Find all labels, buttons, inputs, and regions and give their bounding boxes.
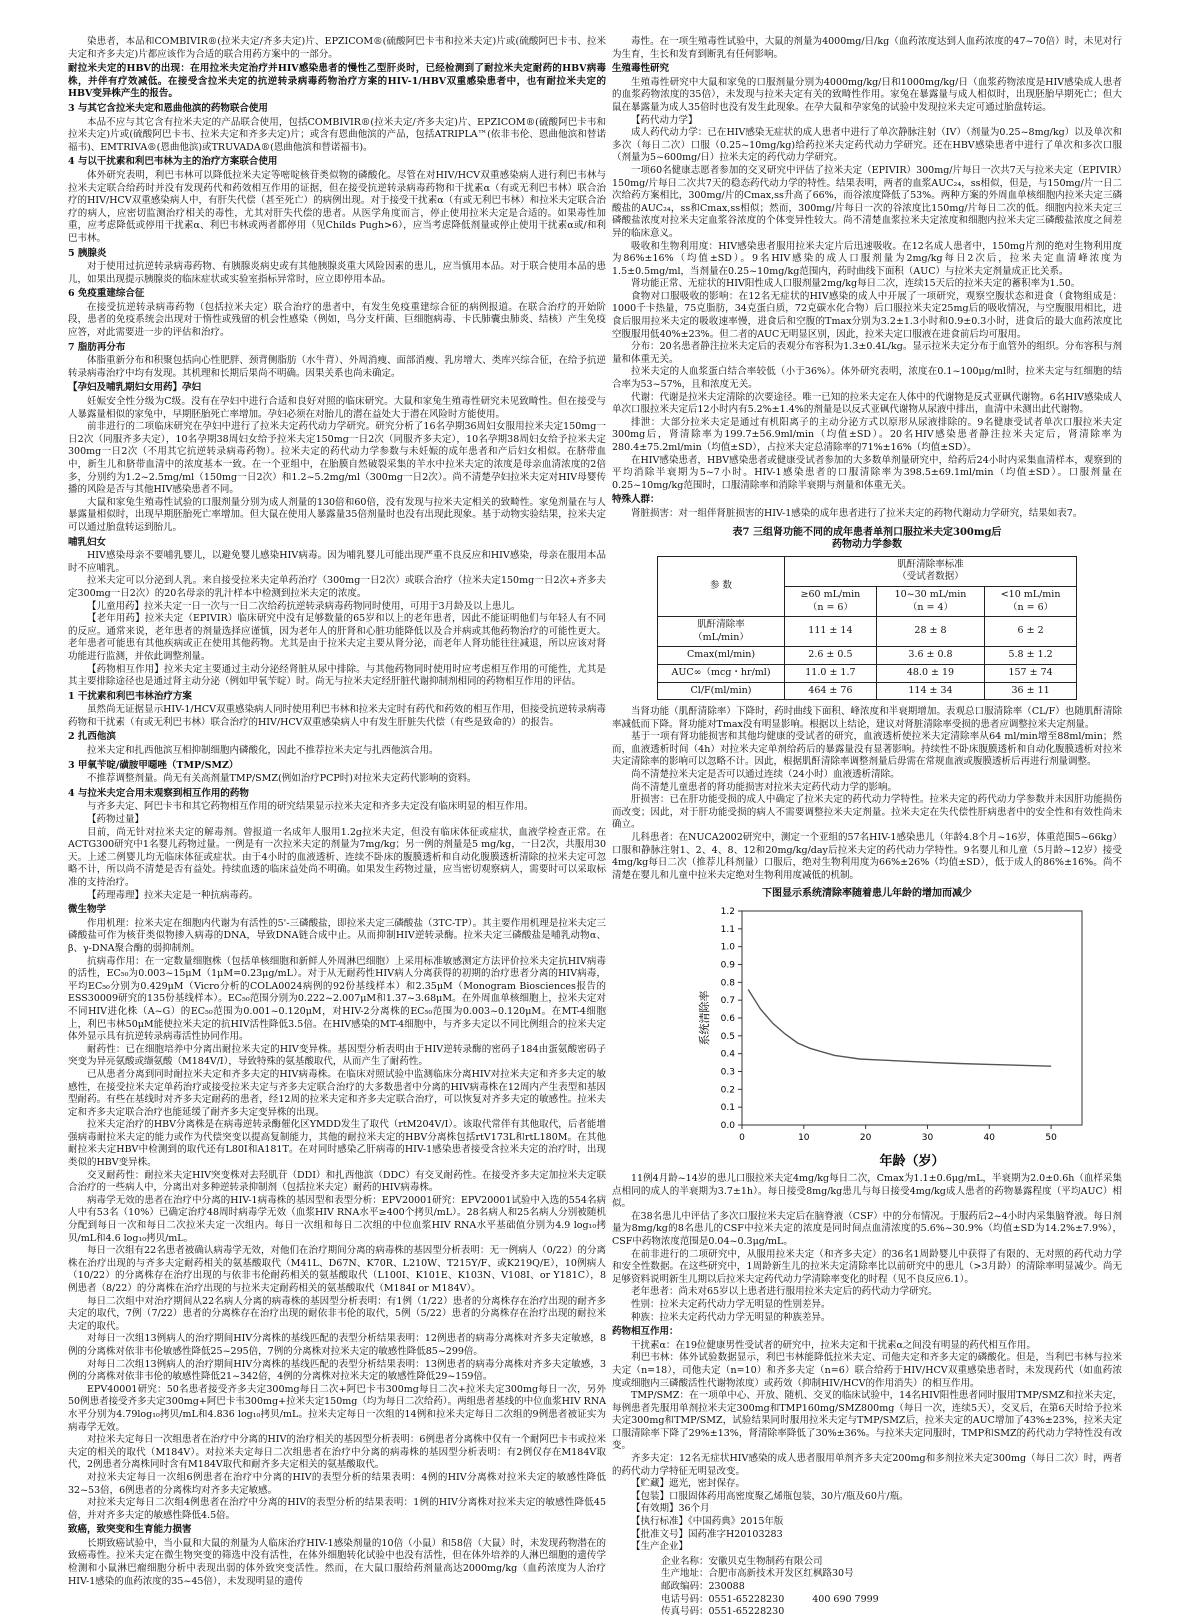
section-heading: 生殖毒性研究 [612,63,1122,76]
paragraph: 【贮藏】遮光，密封保存。 [612,1478,1122,1491]
right-column-mid-text [612,706,1122,882]
paragraph: 吸收和生物利用度：HIV感染患者服用拉米夫定片后迅速吸收。在12名成人患者中，150mg片剂的绝对生物利用度为86%±16%（均值±SD）。9名HIV感染的成人口服剂量为2mg/kg每日2次后，拉米夫定血清峰浓度为1.5±0.5mg/ml，当剂量在0.25~10mg/kg范围内，药时曲线下面积（AUC）与拉米夫定剂量成正比关系。 [612,241,1122,279]
table-subheader [876,586,984,616]
paragraph: 【儿童用药】拉米夫定一日一次与一日二次给药抗逆转录病毒药物同时使用，可用于3月龄及以上患儿。 [68,601,606,614]
paragraph: 前非进行的二项临床研究在孕妇中进行了拉米夫定药代动力学研究。研究分析了16名孕期36周妇女服用拉米夫定150mg一日2次（同服齐多夫定），10名孕期38周妇女给予拉米夫定150mg一日2次（同服齐多夫定），10名孕期38周妇女给予拉米夫定300mg一日2次（不用其它抗逆转录病毒药物）。拉米夫定的药代动力学参数与未妊娠的成年患者和产后妇女相似。在脐带血中，新生儿和脐带血清中的浓度基本一致。在一个亚组中，在胎膜自然破裂采集的羊水中拉米夫定的浓度是母亲血清浓度的2倍多，分别约为1.2~2.5mg/ml（150mg一日2次）和1.2~5.2mg/ml（300mg一日2次）。尚不清楚孕妇拉米夫定对HIV母婴传播的风险是否与其他HIV感染患者不同。 [68,421,606,497]
paragraph: 耐药性：已在细胞培养中分离出耐拉米夫定的HIV变异株。基因型分析表明由于HIV逆转录酶的密码子184由蛋氨酸密码子突变为异亮氨酸或缬氨酸（M184V/I），导致特殊的氨基酸取代，从而产生了耐药性。 [68,1044,606,1069]
table-cell-param: Cmax(ml/min) [658,647,785,665]
y-axis-label: 系统清除率 [697,991,711,1046]
x-tick-label: 50 [1045,1133,1057,1143]
paragraph: HIV感染母亲不要哺乳婴儿，以避免婴儿感染HIV病毒。因为哺乳婴儿可能出现严重不良反应和HIV感染，母亲在服用本品时不应哺乳。 [68,550,606,575]
table-row [658,682,1077,700]
y-tick-label: 0.4 [721,1050,736,1060]
section-heading: 4 与拉米夫定合用未观察到相互作用的药物 [68,788,606,801]
table-cell: 464 ± 76 [785,682,877,700]
paragraph: 体外研究表明，利巴韦林可以降低拉米夫定等嘧啶核苷类似物的磷酸化。尽管在对HIV/HCV双重感染病人进行利巴韦林与拉米夫定联合给药时并没有发现药代和药效相互作用的证据，但在接受抗逆转录病毒药物和干扰素α（有或无利巴韦林）联合治疗的HIV/HCV双重感染病人中，有肝失代偿（甚至死亡）的病例出现。对于接受干扰素α（有或无利巴韦林）和拉米夫定联合治疗的病人，应密切监测治疗相关的毒性，尤其对肝失代偿的患者。从医学角度而言，停止使用拉米夫定是合适的。如果毒性加重，应考虑降低或停用干扰素α、利巴韦林或两者都停用（见Childs Pugh>6），应当考虑降低剂量或停止使用干扰素α或/和利巴韦林。 [68,170,606,246]
table-header-group-line2: （受试者数据） [788,571,1073,584]
paragraph: 病毒学无效的患者在治疗中分离的HIV-1病毒株的基因型和表型分析：EPV20001研究：EPV20001试验中入选的554名病人中有53名（10%）已确定治疗48周时病毒学无效（血浆HIV RNA水平≥400个拷贝/mL）。28名病人和25名病人分别被随机分配到每日一次和每日二次拉米夫定一次组内。每日一次组和每日二次组的中位血浆HIV RNA水平基础值分别为4.9 log₁₀拷贝/mL和4.6 log₁₀拷贝/mL。 [68,1195,606,1245]
paragraph: 对拉米夫定每日二次组4例患者在治疗中分离的HIV的表型分析的结果表明：1例的HIV分离株对拉米夫定的敏感性降低45倍，并对齐多夫定的敏感性降低4.5倍。 [68,1497,606,1522]
subheader-n: （n = 4） [880,602,981,615]
paragraph: 在38名患儿中评估了多次口服拉米夫定后在脑脊液（CSF）中的分布情况。于服药后2~4小时内采集脑脊液。每日剂量为8mg/kg的8名患儿的CSF中拉米夫定的浓度是同时间点血清浓度的5.6%~30.9%（均值±SD为14.2%±7.9%），CSF中药物浓度范围是0.04~0.3μg/mL。 [612,1211,1122,1249]
table-title [612,527,1122,552]
paragraph: 染患者，本品和COMBIVIR®(拉米夫定/齐多夫定)片、EPZICOM®(硫酸阿巴卡韦和拉米夫定)片或(硫酸阿巴卡韦、拉米夫定和齐多夫定)片都应该作为合适的联合用药方案中的一部分。 [68,36,606,61]
paragraph: 肝损害：已在肝功能受损的成人中确定了拉米夫定的药代动力学特性。拉米夫定的药代动力学参数并未因肝功能损伤而改变；因此，对于肝功能受损的病人不需要调整拉米夫定剂量。拉米夫定在失代偿性肝病患者中的安全性和有效性尚未确立。 [612,794,1122,832]
table-cell-param: Cl/F(ml/min) [658,682,785,700]
paragraph: 拉米夫定治疗的HBV分离株是在病毒逆转录酶催化区YMDD发生了取代（rtM204V/I）。该取代常伴有其他取代，后者能增强病毒耐拉米夫定的能力或作为代偿突变以提高复制能力，其他的耐拉米夫定的HBV分离株包括rtV173L和rtL180M。在其他耐拉米夫定HBV中检测到的取代还有L80I和A181T。在对同时感染乙肝病毒的HIV-1感染患者接受含拉米夫定的治疗时，出现类似的HBV变异株。 [68,1119,606,1169]
paragraph: 【批准文号】国药准字H20103283 [612,1529,1122,1542]
right-column-top-text [612,36,1122,521]
paragraph: 性别：拉米夫定药代动力学无明显的性别差异。 [612,1299,1122,1312]
table-cell: 114 ± 34 [876,682,984,700]
paragraph: 当肾功能（肌酐清除率）下降时，药时曲线下面积、峰浓度和半衰期增加。表观总口服清除率（CL/F）也随肌酐清除率减低而下降。肾功能对Tmax没有明显影响。根据以上结论，建议对肾脏清除率受损的患者应调整拉米夫定剂量。 [612,706,1122,731]
paragraph: 不推荐调整剂量。尚无有关高剂量TMP/SMZ(例如治疗PCP时)对拉米夫定药代影响的资料。 [68,773,606,786]
paragraph: 【有效期】36个月 [612,1503,1122,1516]
paragraph: 目前，尚无针对拉米夫定的解毒剂。曾报道一名成年人服用1.2g拉米夫定，但没有临床体征或症状，血液学检查正常。在ACTG300研究中1名婴儿药物过量。一例是有一次拉米夫定的剂量为7mg/kg；另一例的剂量是5 mg/kg，一日2次，共服用30天。上述二例婴儿均无临床体征或症状。由于4小时的血液透析、连续不卧床的腹膜透析和自动化腹膜透析清除的拉米夫定可忽略不计，所以尚不清楚是否有益处。持续血透的临床益处尚不明确。如果发生药物过量，应当密切观察病人，需要时可以采取标准的支持治疗。 [68,827,606,890]
y-tick-label: 0.6 [721,1014,736,1024]
y-tick-label: 0.3 [721,1068,735,1078]
subheader-n: （n = 6） [788,602,873,615]
x-tick-label: 20 [860,1133,872,1143]
paragraph: 抗病毒作用：在一定数量细胞株（包括单核细胞和新鲜人外周淋巴细胞）上采用标准敏感测定方法评价拉米夫定抗HIV病毒的活性，EC₅₀为0.003~15μM（1μM=0.23μg/mL）。对于从无耐药性HIV病人分离获得的初期的治疗患者分离的HIV病毒，平均EC₅₀分别为0.429μM（Vicro分析的COLA0024病例的92份基线样本）和2.35μM（Monogram Biosciences报告的ESS30009研究的135份基线样本）。EC₅₀范围分别为0.222~2.007μM和1.37~3.68μM。在外周血单核细胞上，拉米夫定对不同HIV进化株（A~G）的EC₅₀范围为0.001~0.120μM，对HIV-2分离株的EC₅₀范围为0.003~0.120μM。在MT-4细胞上，利巴韦林50μM能使拉米夫定的抗HIV活性降低3.5倍。在HIV感染的MT-4细胞中，与齐多夫定以不同比例组合的拉米夫定体外显示具有抗逆转录病毒活性协同作用。 [68,956,606,1044]
paragraph: 对每日一次组13例病人的治疗期间HIV分离株的基线匹配的表型分析结果表明：12例患者的病毒分离株对齐多夫定敏感，8例的分离株对依非韦伦敏感性降低25~295倍，7例的分离株对拉米夫定的敏感性降低85~299倍。 [68,1333,606,1358]
table-row [658,617,1077,647]
paragraph: 生殖毒性研究中大鼠和家兔的口服剂量分别为4000mg/kg/日和1000mg/kg/日（血浆药物浓度是HIV感染成人患者的血浆药物浓度的35倍），未发现与拉米夫定有关的致畸性作用。家兔在暴露量与成人相似时，出现胚胎早期死亡；但大鼠在暴露量为成人35倍时也没有发生此现象。在孕大鼠和孕家兔的试验中发现拉米夫定可通过胎盘转运。 [612,77,1122,115]
company-address: 生产地址：合肥市高新技术开发区红枫路30号 [612,1568,1122,1581]
paragraph: 【药物相互作用】拉米夫定主要通过主动分泌经肾脏从尿中排除。与其他药物同时使用时应考虑相互作用的可能性，尤其是其主要排除途径也是通过肾主动分泌（例如甲氧苄啶）时。尚无与拉米夫定经肝脏代谢抑制剂相同的药物相互作用的评估。 [68,664,606,689]
section-heading: 3 甲氧苄啶/磺胺甲噁唑（TMP/SMZ） [68,760,606,773]
paragraph: 【老年用药】拉米夫定（EPIVIR）临床研究中没有足够数量的65岁和以上的老年患者，因此不能证明他们与年轻人有不同的反应。通常来说，老年患者的剂量选择应谨慎，因为老年人的肝肾和心脏功能降低以及合并病或其他药物治疗的可能性更大。老年患者可能患有其他疾病或正在使用其他药物。尤其是由于拉米夫定主要从肾分泌，而老年人肾功能往往减退，所以应该对肾功能进行监测，并依此调整剂量。 [68,613,606,663]
paragraph: 【执行标准】《中国药典》2015年版 [612,1516,1122,1529]
paragraph: 【生产企业】 [612,1541,1122,1554]
paragraph: 食物对口服吸收的影响：在12名无症状的HIV感染的成人中开展了一项研究，观察空腹状态和进食（食物组成是：1000千卡热量，75克脂肪，34克蛋白质，72克碳水化合物）后口服拉米夫定25mg后的吸收情况，与空腹服用相比，进食后服用拉米夫定的吸收速率慢，进食后和空腹的Tmax分别为3.2±1.3小时和0.9±0.3小时，进食后的最大血药浓度比空腹服用低40%±23%。但二者的AUC无明显区别，因此，拉米夫定口服液在进食前后均可服用。 [612,291,1122,341]
y-tick-label: 0.9 [721,961,736,971]
paragraph: EPV40001研究：50名患者接受齐多夫定300mg每日二次+阿巴卡韦300mg每日二次+拉米夫定300mg每日一次，另外50例患者接受齐多夫定300mg+阿巴卡韦300mg+拉米夫定150mg（均为每日二次给药）。两组患者基线的中位血浆HIV RNA水平分别为4.79log₁₀拷贝/mL和4.836 log₁₀拷贝/mL。拉米夫定每日一次组的14例和拉米夫定每日二次组的9例患者被证实为病毒学无效。 [68,1384,606,1434]
table-title-line2: 药物动力学参数 [612,539,1122,552]
paragraph: 11例4月龄~14岁的患儿口服拉米夫定4mg/kg每日二次，Cmax为1.1±0.6μg/mL，半衰期为2.0±0.6h（血样采集点相同的成人的半衰期为3.7±1h）。每日接受8mg/kg患儿与每日接受4mg/kg成人患者的药物暴露程度（平均AUC）相似。 [612,1173,1122,1211]
y-tick-label: 0.1 [721,1103,735,1113]
paragraph: 【药理毒理】拉米夫定是一种抗病毒药。 [68,890,606,903]
x-axis-label: 年龄（岁） [879,1153,944,1169]
table-cell: 157 ± 74 [985,664,1077,682]
subheader-range: <10 mL/min [988,589,1073,602]
table-subheader [985,586,1077,616]
y-tick-label: 1.0 [721,943,736,953]
paragraph: 成人药代动力学：已在HIV感染无症状的成人患者中进行了单次静脉注射（IV）（剂量为0.25~8mg/kg）以及单次和多次（每日二次）口服（0.25~10mg/kg)给药拉米夫定药代动力学研究。还在HBV感染患者中进行了单次和多次口服（剂量为5~600mg/日）拉米夫定的药代动力学研究。 [612,127,1122,165]
section-heading: 2 扎西他滨 [68,731,606,744]
paragraph: 拉米夫定可以分泌到人乳。来自接受拉米夫定单药治疗（300mg一日2次）或联合治疗（拉米夫定150mg一日2次+齐多夫定300mg一日2次）的20名母亲的乳汁样本中检测到拉米夫定的浓度。 [68,575,606,600]
paragraph: 虽然尚无证据显示HIV-1/HCV双重感染病人同时使用利巴韦林和拉米夫定时有药代和药效的相互作用，但接受抗逆转录病毒药物和干扰素（有或无利巴韦林）联合治疗的HIV/HCV双重感染病人中有发生肝脏失代偿（有些是致命的）的报告。 [68,704,606,729]
table-cell: 111 ± 14 [785,617,877,647]
paragraph: 在前非进行的二项研究中，从服用拉米夫定（和齐多夫定）的36名1周龄婴儿中获得了有限的、无对照的药代动力学和安全性数据。在这些研究中，1周龄新生儿的拉米夫定清除率比以前研究中的患儿（>3月龄）的清除率明显减少。尚无足够资料说明新生儿期以后拉米夫定药代动力学清除率变化的时程（见不良反应6.1）。 [612,1249,1122,1287]
paragraph: 【药物过量】 [68,814,606,827]
paragraph: 肾功能正常、无症状的HIV阳性成人口服剂量2mg/kg每日二次，连续15天后的拉米夫定的蓄积率为1.50。 [612,278,1122,291]
table-header-group-line1: 肌酐清除率标准 [788,559,1073,572]
paragraph: 齐多夫定：12名无症状HIV感染的成人患者服用单剂齐多夫定200mg和多剂拉米夫定300mg（每日二次）时，两者的药代动力学特征无明显改变。 [612,1453,1122,1478]
section-heading: 6 免疫重建综合征 [68,288,606,301]
y-tick-label: 0.0 [721,1121,736,1131]
y-tick-label: 0.7 [721,996,735,1006]
table-header-row [658,556,1077,586]
x-tick-label: 0 [739,1133,745,1143]
paragraph: 对拉米夫定每日一次组6例患者在治疗中分离的HIV的表型分析的结果表明：4例的HIV分离株对拉米夫定的敏感性降低32~53倍，6例患者的分离株均对齐多夫定敏感。 [68,1472,606,1497]
paragraph: 对于使用过抗逆转录病毒药物、有胰腺炎病史或有其他胰腺炎重大风险因素的患儿，应当慎用本品。对于联合使用本品的患儿，如果出现提示胰腺炎的临床症状或实验室指标异常时，应立即停用本品。 [68,261,606,286]
company-info [612,1556,1122,1619]
paragraph: 交叉耐药性：耐拉米夫定HIV突变株对去羟肌苷（DDI）和扎西他滨（DDC）有交叉耐药性。在接受齐多夫定加拉米夫定联合治疗的一些病人中，分离出对多种逆转录抑制剂（包括拉米夫定）耐药的HIV病毒株。 [68,1170,606,1195]
paragraph: 大鼠和家兔生殖毒性试验的口服剂量分别为成人剂量的130倍和60倍，没有发现与拉米夫定相关的致畸性。家兔剂量在与人暴露量相似时，出现早期胚胎死亡率增加。但大鼠在使用人暴露量35倍剂量时也没有出现此现象。基于动物实验结果，拉米夫定可以通过胎盘转运到胎儿。 [68,497,606,535]
table-cell: 28 ± 8 [876,617,984,647]
section-heading: 1 干扰素和利巴韦林治疗方案 [68,691,606,704]
right-column [612,36,1122,1596]
paragraph: 【药代动力学】 [612,115,1122,128]
paragraph: 一项60名健康志愿者参加的交叉研究中评估了拉米夫定（EPIVIR）300mg/片每日一次共7天与拉米夫定（EPIVIR）150mg/片每日二次共7天的稳态药代动力学的特性。结果表明，两者的血浆AUC₂₄，ss相似，但是，与150mg/片一日二次给药方案相比，300mg/片的Cmax,ss升高了66%，而谷浓度降低了53%。两种方案的外周血单核细胞内拉米夫定三磷酸盐的AUC₂₄，ss和Cmax,ss相似；然而，300mg/片每日一次的谷浓度比150mg/片每日二次的低。细胞内拉米夫定三磷酸盐浓度对拉米夫定血浆谷浓度的个体变异性较大。尚不清楚血浆拉米夫定浓度和细胞内拉米夫定三磷酸盐浓度之间差异的临床意义。 [612,165,1122,241]
section-heading: 药物相互作用： [612,1326,1122,1339]
section-heading: 3 与其它含拉米夫定和恩曲他滨的药物联合使用 [68,103,606,116]
section-heading: 【孕妇及哺乳期妇女用药】孕妇 [68,382,606,395]
table-subheader [785,586,877,616]
table-row [658,647,1077,665]
paragraph: 排泄：大部分拉米夫定是通过有机阳离子的主动分泌方式以原形从尿液排除的。9名健康受试者单次口服拉米夫定300mg后，肾清除率为199.7±56.9ml/min（均值±SD）。20名HIV感染患者静注拉米夫定后，肾清除率为280.4±75.2ml/min（均值±SD），占拉米夫定总清除率的71%±16%（均值±SD）。 [612,417,1122,455]
paragraph: 毒性。在一项生殖毒性试验中，大鼠的剂量为4000mg/日/kg（血药浓度达到人血药浓度的47~70倍）时，未见对行为生育，生长和发育到断乳有任何影响。 [612,36,1122,61]
paragraph: 长期致癌试验中，当小鼠和大鼠的剂量为人临床治疗HIV-1感染剂量的10倍（小鼠）和58倍（大鼠）时，未发现药物潜在的致癌毒性。拉米夫定在微生物突变的筛选中没有活性，在体外细胞转化试验中也没有活性，但在体外培养的人淋巴细胞的遗传学检测和小鼠淋巴瘤细胞分析中表现出弱的体外致突变活性。然而，在大鼠口服给药剂量高达2000mg/kg（血药浓度为人治疗HIV-1感染的血药浓度的35~45倍），未发现明显的遗传 [68,1538,606,1588]
table-header-param: 参 数 [658,556,785,616]
paragraph: 对每日二次组13例病人的治疗期间HIV分离株的基线匹配的表型分析结果表明：13例患者的病毒分离株对齐多夫定敏感，3例的分离株对依非韦伦的敏感性降低21~342倍，4例的分离株对拉米夫定的敏感性降低29~159倍。 [68,1359,606,1384]
paragraph: 种族：拉米夫定药代动力学无明显的种族差异。 [612,1312,1122,1325]
paragraph: 利巴韦林：体外试验数据显示，利巴韦林能降低拉米夫定、司他夫定和齐多夫定的磷酸化。但是，当利巴韦林与拉米夫定（n=18），司他夫定（n=10）和齐多夫定（n=6）联合给药于HIV/HCV双重感染患者时，未发现药代（如血药浓度或细胞内三磷酸活性代谢物浓度）或药效（抑制HIV/HCV的作用消失）的相互作用。 [612,1352,1122,1390]
paragraph: 儿科患者：在NUCA2002研究中，测定一个亚组的57名HIV-1感染患儿（年龄4.8个月~16岁，体重范围5~66kg）口服和静脉注射1、2、4、8、12和20mg/kg/day后拉米夫定的药代动力学特性。9名婴儿和儿童（5月龄~12岁）接受4mg/kg每日二次（推荐儿科剂量）口服后，绝对生物利用度为66%±26%（均值±SD），低于成人的86%±16%。尚不清楚在婴儿和儿童中拉米夫定绝对生物利用度减低的机制。 [612,832,1122,882]
hotline-number: 400 690 7999 [812,1594,878,1605]
paragraph: 妊娠安全性分级为C级。没有在孕妇中进行合适和良好对照的临床研究。大鼠和家兔生殖毒性研究未见致畸性。但在接受与人暴露量相似的家兔中，早期胚胎死亡率增加。孕妇必须在对胎儿的潜在益处大于潜在风险时方能使用。 [68,396,606,421]
pk-table [657,556,1077,700]
table-cell-param: AUC∞（mcg・hr/ml) [658,664,785,682]
y-tick-label: 0.8 [721,978,736,988]
table-cell: 36 ± 11 [985,682,1077,700]
table-cell: 5.8 ± 1.2 [985,647,1077,665]
paragraph: 肾脏损害：对一组伴肾脏损害的HIV-1感染的成年患者进行了拉米夫定的药物代谢动力学研究，结果如表7。 [612,508,1122,521]
y-tick-label: 1.1 [721,925,735,935]
paragraph: 尚不清楚儿童患者的肾功能损害对拉米夫定药代动力学的影响。 [612,782,1122,795]
paragraph: 已从患者分离到同时耐拉米夫定和齐多夫定的HIV病毒株。在临床对照试验中监测临床分离HIV对拉米夫定和齐多夫定的敏感性，在接受拉米夫定单药治疗或接受拉米夫定与齐多夫定联合治疗的大多数患者中分离的HIV病毒株在12周内产生表型和基因型耐药。有些在基线时对齐多夫定耐药的患者，经12周的拉米夫定和齐多夫定联合治疗，可以恢复对齐多夫定的敏感性。拉米夫定和齐多夫定联合治疗也能延缓了耐齐多夫定变异株的出现。 [68,1069,606,1119]
paragraph: 干扰素α：在19位健康男性受试者的研究中，拉米夫定和干扰素α之间没有明显的药代相互作用。 [612,1340,1122,1353]
table-cell: 48.0 ± 19 [876,664,984,682]
company-fax: 传真号码：0551-65228230 [612,1606,1122,1619]
paragraph: 本品不应与其它含有拉米夫定的产品联合使用，包括COMBIVIR®(拉米夫定/齐多夫定)片、EPZICOM®(硫酸阿巴卡韦和拉米夫定)片或(硫酸阿巴卡韦、拉米夫定和齐多夫定)片；或含有恩曲他滨的产品，包括ATRIPLA™(依非韦伦、恩曲他滨和替诺福韦)、EMTRIVA®(恩曲他滨)或TRUVADA®(恩曲他滨和替诺福韦)。 [68,117,606,155]
paragraph: 每日二次组中对治疗期间从22名病人分离的病毒株的基因型分析表明：有1例（1/22）患者的分离株存在治疗出现的耐齐多夫定的取代，7例（7/22）患者的分离株存在治疗出现的耐依非韦伦的取代，5例（5/22）患者的分离株存在治疗出现的耐拉米夫定的取代。 [68,1296,606,1334]
section-heading: 7 脂肪再分布 [68,342,606,355]
table-cell-param [658,617,785,647]
section-heading: 微生物学 [68,904,606,917]
paragraph: 与齐多夫定、阿巴卡韦和其它药物相互作用的研究结果显示拉米夫定和齐多夫定没有临床明显的相互作用。 [68,801,606,814]
paragraph: 在HIV感染患者，HBV感染患者或健康受试者参加的大多数单剂量研究中，给药后24小时内采集血清样本，观察到的平均消除半衰期为5~7小时。HIV-1感染患者的口服清除率为398.5±69.1ml/min（均值±SD）。口服剂量在0.25~10mg/kg范围时，口服清除率和消除半衰期与剂量和体重无关。 [612,455,1122,493]
subheader-range: 10~30 mL/min [880,589,981,602]
company-phone [612,1594,1122,1607]
table-header-group [785,556,1077,586]
table-title-line1: 表7 三组肾功能不同的成年患者单剂口服拉米夫定300mg后 [612,527,1122,540]
phone-number: 电话号码：0551-65228230 [661,1594,784,1605]
clearance-curve [748,990,1051,1067]
chart-title: 下图显示系统清除率随着患儿年龄的增加而减少 [612,888,1122,901]
y-tick-label: 0.5 [721,1032,735,1042]
paragraph: 对拉米夫定每日一次组患者在治疗中分离的HIV的治疗相关的基因型分析表明：6例患者分离株中仅有一个耐阿巴卡韦或拉米夫定的相关的取代（M184V）。对拉米夫定每日二次组患者在治疗中分离的病毒株的基因型分析表明：有2例仅存在M184V取代，2例患者分离株同时含有M184V取代和耐齐多夫定相关的氨基酸取代。 [68,1434,606,1472]
table-cell: 11.0 ± 1.7 [785,664,877,682]
table-cell: 6 ± 2 [985,617,1077,647]
company-postcode: 邮政编码：230088 [612,1581,1122,1594]
clearance-chart [612,903,1122,1173]
subheader-range: ≥60 mL/min [788,589,873,602]
company-name: 企业名称：安徽贝克生物制药有限公司 [612,1556,1122,1569]
section-heading: 致癌，致突变和生育能力损害 [68,1524,606,1537]
right-column-bottom-text [612,1173,1122,1554]
paragraph: 老年患者：尚未对65岁以上患者进行服用拉米夫定后的药代动力学研究。 [612,1286,1122,1299]
section-heading: 特殊人群： [612,494,1122,507]
section-heading: 4 与以干扰素和利巴韦林为主的治疗方案联合使用 [68,156,606,169]
paragraph: TMP/SMZ：在一项单中心、开放、随机、交叉的临床试验中，14名HIV阳性患者同时服用TMP/SMZ和拉米夫定，每例患者先服用单剂拉米夫定300mg和TMP160mg/SMZ800mg（每日一次，连续5天），交叉后，在第6天时给予拉米夫定300mg和TMP/SMZ，试验结果同时服用拉米夫定与TMP/SMZ后，拉米夫定的AUC增加了43%±23%，拉米夫定口服清除率下降了29%±13%，肾清除率降低了30%±36%。与拉米夫定同服时，TMP和SMZ的药代动力学特性没有改变。 [612,1390,1122,1453]
section-heading: 哺乳妇女 [68,537,606,550]
paragraph: 基于一项有肾功能损害和其他均健康的受试者的研究，血液透析使拉米夫定清除率从64 ml/min增至88ml/min；然而，血液透析时间（4h）对拉米夫定单剂给药后的暴露量没有显著影响。持续性不卧床腹膜透析和自动化腹膜透析对拉米夫定清除率的影响可以忽略不计。因此，根据肌酐清除率调整剂量后毋需在常规血液或腹膜透析后再进行剂量调整。 [612,731,1122,769]
left-column [68,36,606,1596]
paragraph: 体脂重新分布和积聚包括向心性肥胖、颈背侧脂肪（水牛背）、外周消瘦、面部消瘦、乳房增大、类库兴综合征，在给予抗逆转录病毒治疗中均有发现。其机理和长期后果尚不明确。因果关系也尚未确定。 [68,355,606,380]
paragraph: 分布：20名患者静注拉米夫定后的表观分布容积为1.3±0.4L/kg。显示拉米夫定分布于血管外的组织。分布容积与剂量和体重无关。 [612,341,1122,366]
plot-frame [742,911,1082,1125]
x-tick-label: 30 [922,1133,934,1143]
paragraph: 每日一次组有22名患者被确认病毒学无效，对他们在治疗期间分离的病毒株的基因型分析表明：无一例病人（0/22）的分离株在治疗出现的与齐多夫定耐药相关的氨基酸取代（M41L、D67N、K70R、L210W、T215Y/F、或K219Q/E），10例病人（10/22）的分离株存在治疗出现的与依非韦伦耐药相关的氨基酸取代（L100I、K101E、K103N、V108I、or Y181C），8例患者（8/22）的分离株在治疗出现的与拉米夫定耐药相关的氨基酸取代（M184I or M184V）。 [68,1245,606,1295]
y-tick-label: 0.2 [721,1085,735,1095]
param-line2: （mL/min） [661,632,781,645]
subheader-n: （n = 6） [988,602,1073,615]
paragraph: 代谢：代谢是拉米夫定清除的次要途径。唯一已知的拉米夫定在人体中的代谢物是反式亚砜代谢物。6名HIV感染成人单次口服拉米夫定后12小时内有5.2%±1.4%的剂量是以反式亚砜代谢物从尿液中排出，血清中未测出此代谢物。 [612,392,1122,417]
section-heading: 耐拉米夫定的HBV的出现：在用拉米夫定治疗并HIV感染患者的慢性乙型肝炎时，已经检测到了耐拉米夫定耐药的HBV病毒株，并伴有疗效减低。在接受含拉米夫定的抗逆转录病毒药物治疗方案的HIV-1/HBV双重感染患者中，也有耐拉米夫定的HBV变异株产生的报告。 [68,63,606,101]
y-tick-label: 1.2 [721,907,735,917]
paragraph: 拉米夫定和扎西他滨互相抑制细胞内磷酸化，因此不推荐拉米夫定与扎西他滨合用。 [68,745,606,758]
chart-svg [612,903,1122,1173]
paragraph: 在接受抗逆转录病毒药物（包括拉米夫定）联合治疗的患者中，有发生免疫重建综合征的病例报道。在联合治疗的开始阶段，患者的免疫系统会出现对于惰性或残留的机会性感染（例如，鸟分支杆菌、巨细胞病毒、卡氏肺囊虫肺炎、结核）产生免疫应答，对此需要进一步的评估和治疗。 [68,302,606,340]
x-tick-label: 40 [984,1133,996,1143]
param-line1: 肌酐清除率 [661,619,781,632]
paragraph: 作用机理：拉米夫定在细胞内代谢为有活性的5'-三磷酸盐，即拉米夫定三磷酸盐（3TC-TP）。其主要作用机理是拉米夫定三磷酸盐可作为核苷类似物掺入病毒的DNA，导致DNA链合成中止。从而抑制HIV逆转录酶。拉米夫定三磷酸盐是哺乳动物α、β、γ-DNA聚合酶的弱抑制剂。 [68,918,606,956]
paragraph: 拉米夫定的人血浆蛋白结合率较低（小于36%）。体外研究表明，浓度在0.1~100μg/ml时，拉米夫定与红细胞的结合率为53~57%，且和浓度无关。 [612,366,1122,391]
table-row [658,664,1077,682]
table-cell: 2.6 ± 0.5 [785,647,877,665]
table-cell: 3.6 ± 0.8 [876,647,984,665]
section-heading: 5 胰腺炎 [68,248,606,261]
x-tick-label: 10 [798,1133,810,1143]
paragraph: 【包装】口服固体药用高密度聚乙烯瓶包装，30片/瓶及60片/瓶。 [612,1491,1122,1504]
paragraph: 尚不清楚拉米夫定是否可以通过连续（24小时）血液透析清除。 [612,769,1122,782]
